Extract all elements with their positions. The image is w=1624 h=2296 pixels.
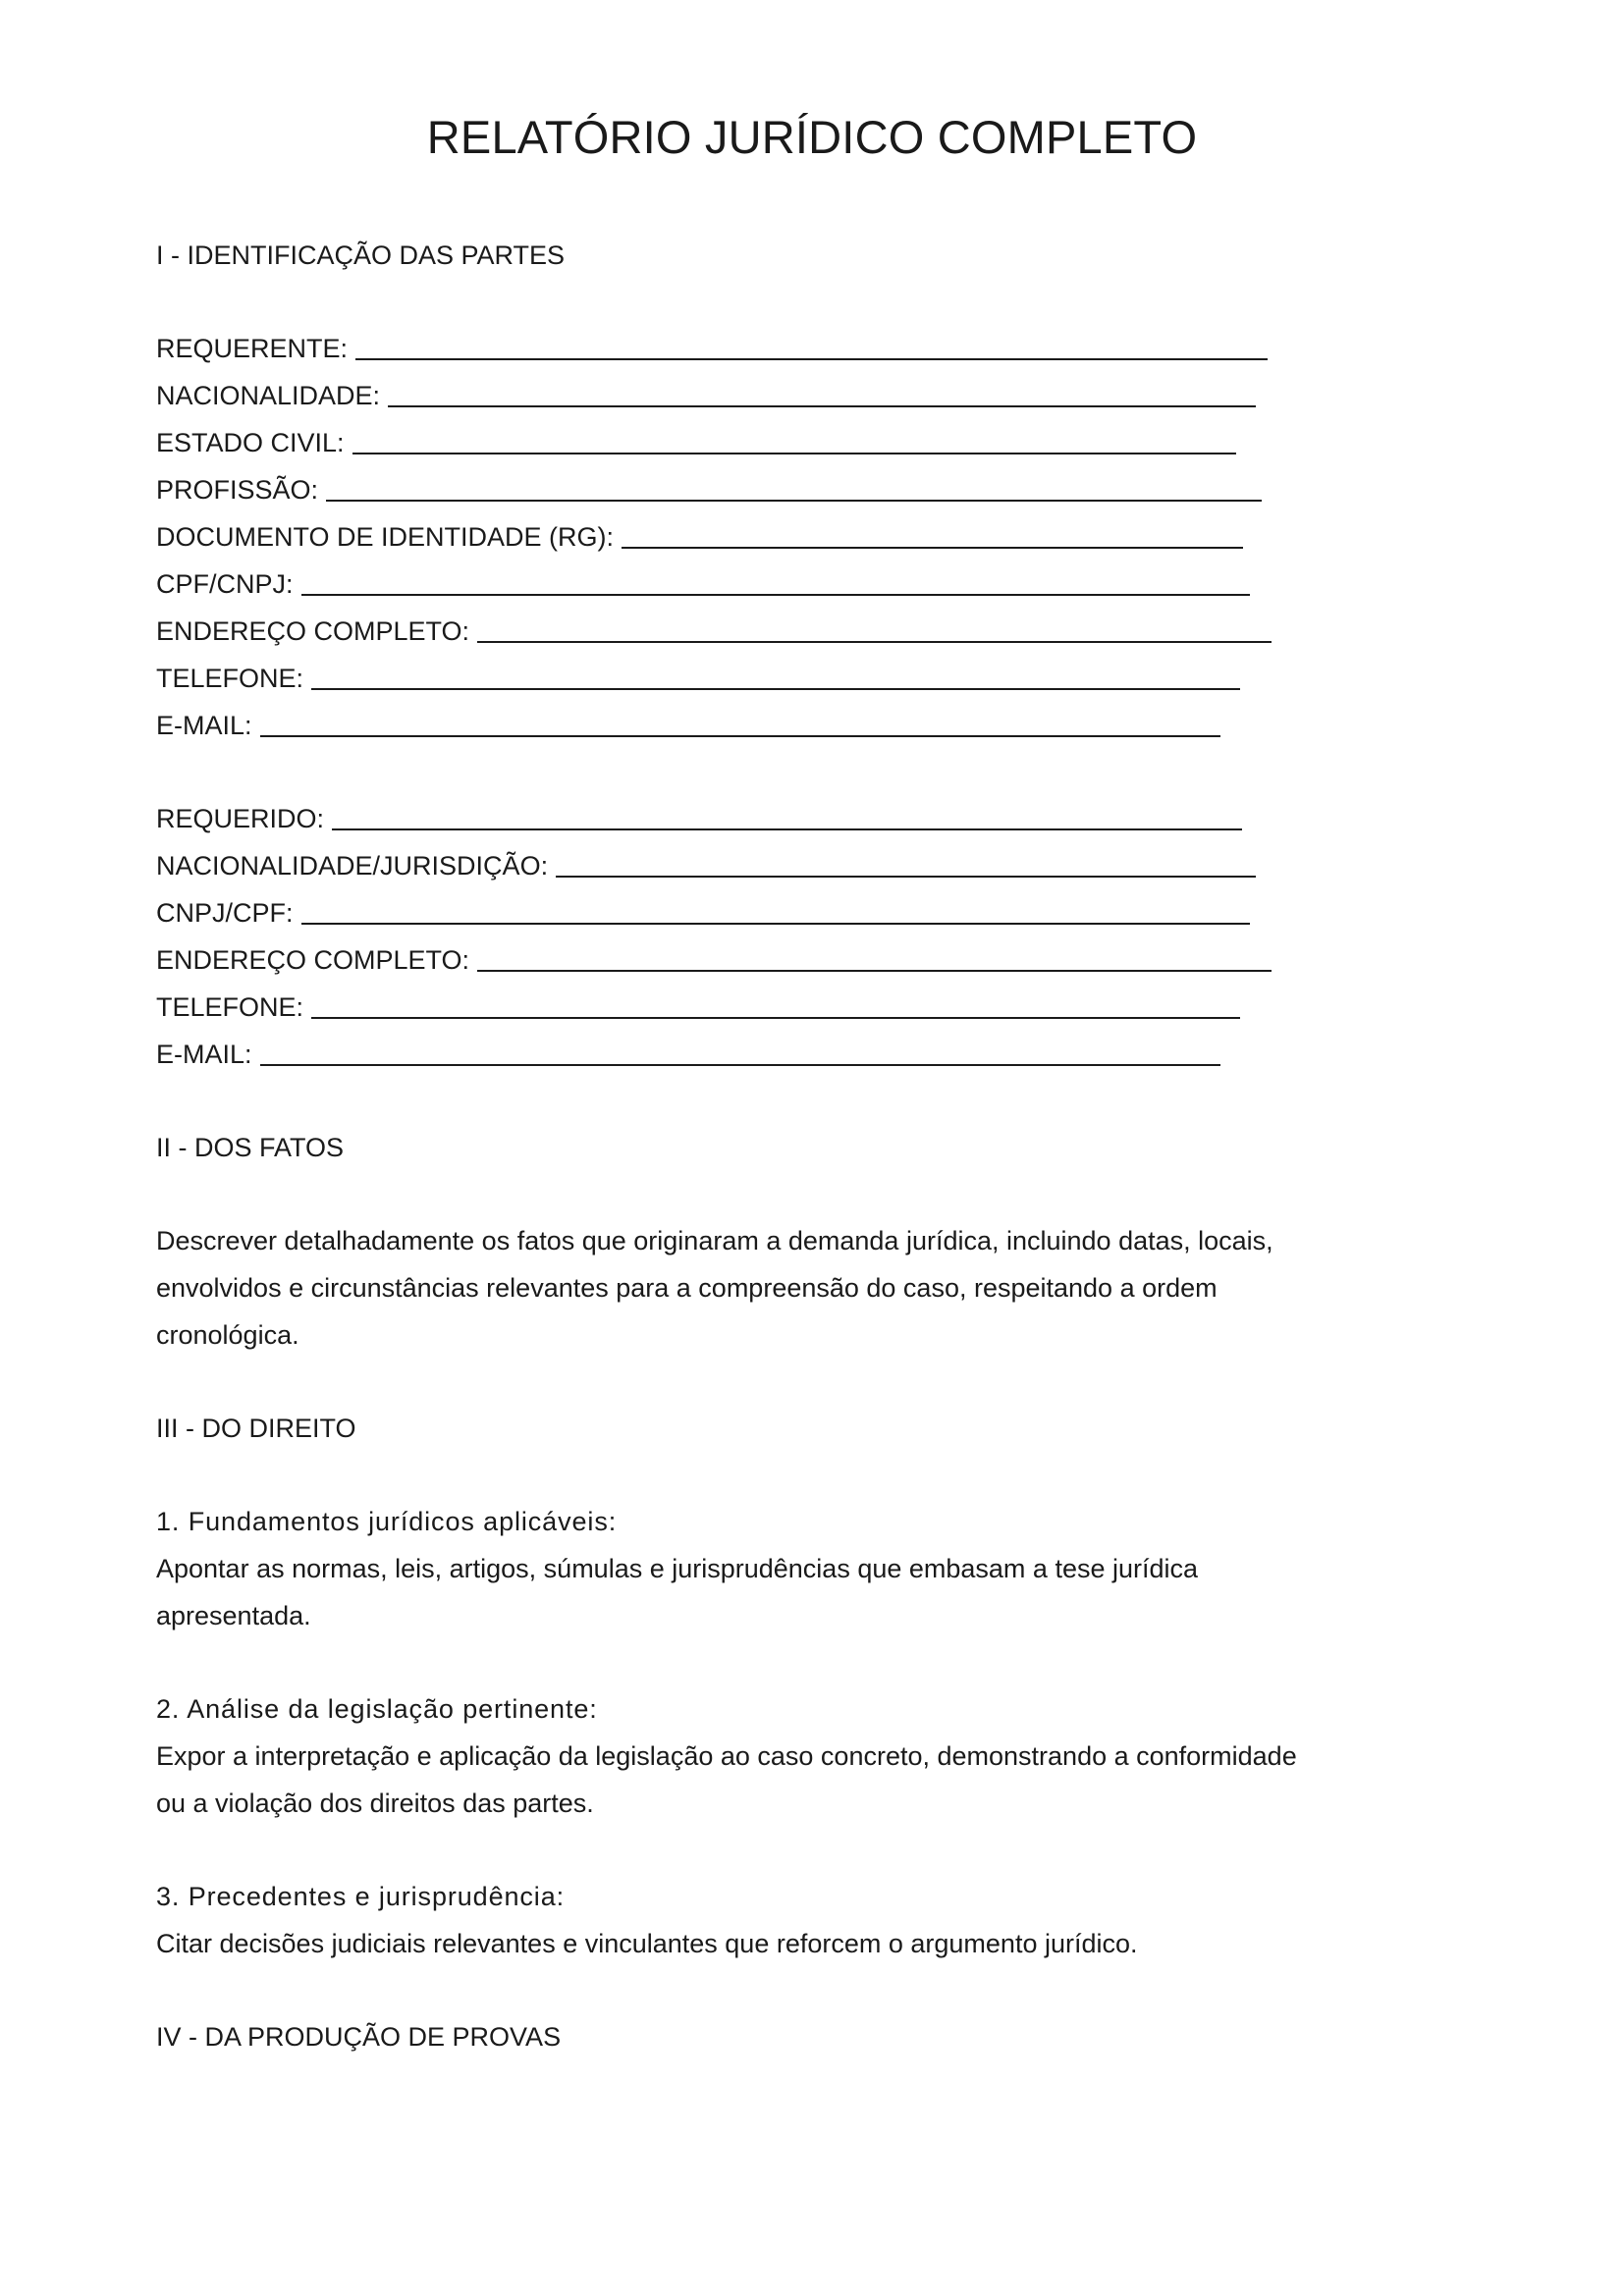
form-field-profissao[interactable] (156, 466, 1374, 513)
paragraph-line: cronológica. (156, 1320, 299, 1350)
field-label: NACIONALIDADE: (156, 381, 381, 410)
blank-line[interactable] (332, 799, 1242, 830)
paragraph-line: ou a violação dos direitos das partes. (156, 1789, 594, 1818)
blank-line[interactable] (260, 1035, 1220, 1066)
field-label: E-MAIL: (156, 1040, 252, 1069)
paragraph-line: Citar decisões judiciais relevantes e vinculantes que reforcem o argumento jurídico. (156, 1929, 1138, 1958)
blank-line[interactable] (301, 893, 1250, 925)
form-field-email[interactable] (156, 702, 1374, 749)
paragraph-line: Expor a interpretação e aplicação da legislação ao caso concreto, demonstrando a conformidade (156, 1741, 1297, 1771)
form-field-estado-civil[interactable] (156, 419, 1374, 466)
paragraph-line: apresentada. (156, 1601, 311, 1630)
subsection-label-precedentes: 3. Precedentes e jurisprudência: (156, 1882, 566, 1911)
form-field-nacionalidade[interactable] (156, 372, 1374, 419)
section-heading-provas: IV - DA PRODUÇÃO DE PROVAS (156, 2022, 562, 2052)
blank-line[interactable] (352, 423, 1236, 454)
form-field-rg[interactable] (156, 513, 1374, 561)
fatos-paragraph (156, 1217, 1374, 1359)
field-label: ENDEREÇO COMPLETO: (156, 945, 470, 975)
field-label: ESTADO CIVIL: (156, 428, 345, 457)
paragraph-line: Descrever detalhadamente os fatos que originaram a demanda jurídica, incluindo datas, locais, (156, 1226, 1273, 1255)
subsection-label-fundamentos: 1. Fundamentos jurídicos aplicáveis: (156, 1507, 618, 1536)
field-label: TELEFONE: (156, 664, 304, 693)
section-heading-identificacao: I - IDENTIFICAÇÃO DAS PARTES (156, 240, 566, 270)
field-label: ENDEREÇO COMPLETO: (156, 616, 470, 646)
blank-line[interactable] (260, 706, 1220, 737)
form-field-cnpj-cpf[interactable] (156, 889, 1374, 936)
field-label: PROFISSÃO: (156, 475, 319, 505)
form-field-telefone[interactable] (156, 655, 1374, 702)
form-field-telefone-requerido[interactable] (156, 984, 1374, 1031)
blank-line[interactable] (477, 940, 1272, 972)
form-field-nacionalidade-jurisdicao[interactable] (156, 842, 1374, 889)
blank-line[interactable] (355, 329, 1268, 360)
field-label: TELEFONE: (156, 992, 304, 1022)
subsection-label-legislacao: 2. Análise da legislação pertinente: (156, 1694, 598, 1724)
blank-line[interactable] (311, 988, 1240, 1019)
form-field-endereco-requerido[interactable] (156, 936, 1374, 984)
field-label: CNPJ/CPF: (156, 898, 294, 928)
blank-line[interactable] (622, 517, 1243, 549)
paragraph-line: envolvidos e circunstâncias relevantes para a compreensão do caso, respeitando a ordem (156, 1273, 1218, 1303)
form-field-requerido[interactable] (156, 795, 1374, 842)
form-field-email-requerido[interactable] (156, 1031, 1374, 1078)
field-label: REQUERIDO: (156, 804, 325, 833)
section-heading-direito: III - DO DIREITO (156, 1414, 356, 1443)
section-heading-fatos: II - DOS FATOS (156, 1133, 345, 1162)
form-field-cpf-cnpj[interactable] (156, 561, 1374, 608)
field-label: REQUERENTE: (156, 334, 349, 363)
document-body (156, 232, 1374, 2060)
paragraph-line: Apontar as normas, leis, artigos, súmulas e jurisprudências que embasam a tese jurídica (156, 1554, 1199, 1583)
field-label: E-MAIL: (156, 711, 252, 740)
blank-line[interactable] (556, 846, 1256, 878)
field-label: CPF/CNPJ: (156, 569, 294, 599)
blank-line[interactable] (326, 470, 1262, 502)
form-field-endereco[interactable] (156, 608, 1374, 655)
blank-line[interactable] (388, 376, 1256, 407)
field-label: DOCUMENTO DE IDENTIDADE (RG): (156, 522, 615, 552)
form-field-requerente[interactable] (156, 325, 1374, 372)
blank-line[interactable] (301, 564, 1250, 596)
blank-line[interactable] (311, 659, 1240, 690)
document-title: RELATÓRIO JURÍDICO COMPLETO (426, 111, 1198, 163)
field-label: NACIONALIDADE/JURISDIÇÃO: (156, 851, 549, 881)
blank-line[interactable] (477, 612, 1272, 643)
